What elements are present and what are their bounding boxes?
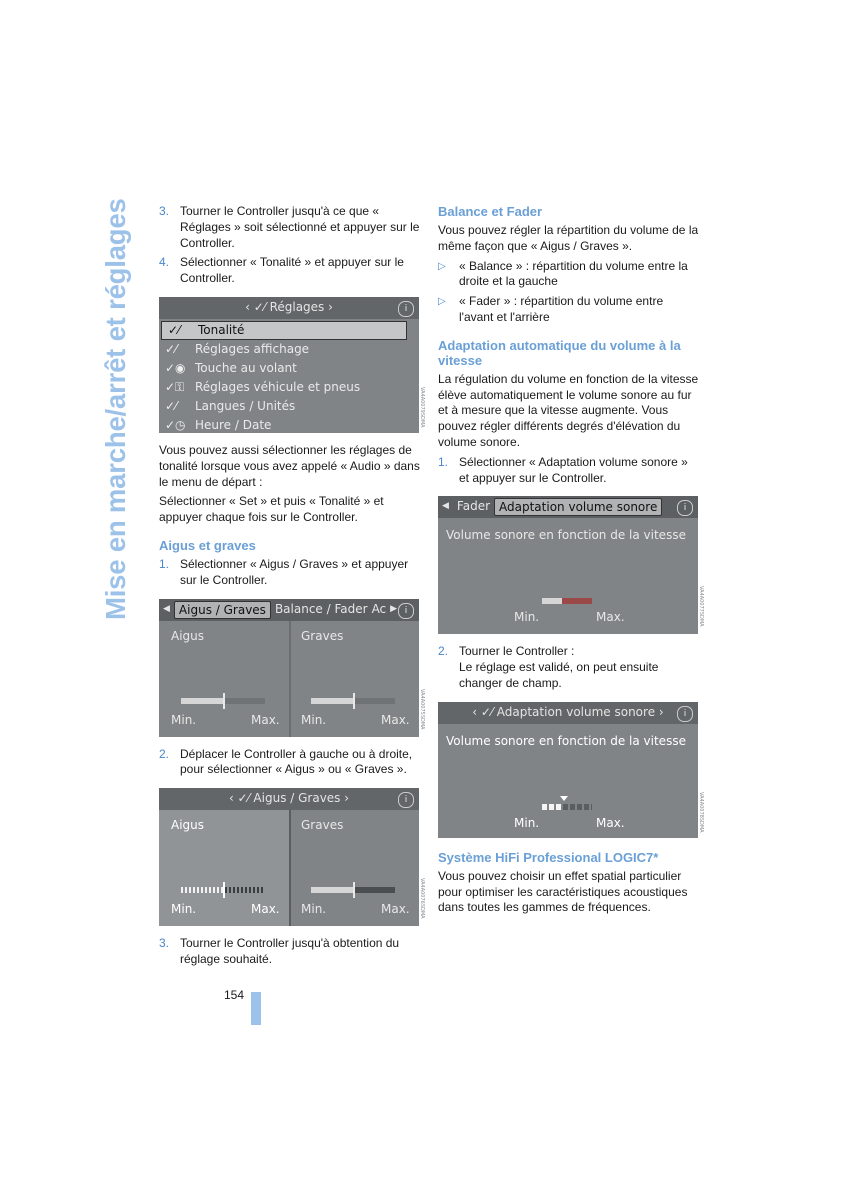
menu-item-label: Tonalité xyxy=(198,322,245,337)
tab-ac[interactable]: Ac xyxy=(371,601,387,616)
treble-bass-tab-screen xyxy=(159,599,425,737)
screen-header xyxy=(159,297,419,319)
bass-slider-fill xyxy=(311,887,353,893)
step-1 xyxy=(159,557,421,589)
step-number: 2. xyxy=(438,644,449,659)
treble-slider-knob[interactable] xyxy=(223,882,225,898)
step-2 xyxy=(159,747,421,779)
treble-bass-screen xyxy=(159,788,425,926)
volume-adaptation-fill xyxy=(542,598,562,604)
bass-slider-knob[interactable] xyxy=(353,882,355,898)
settings-menu-screen xyxy=(159,297,425,433)
step-4 xyxy=(159,255,421,287)
menu-item-time-date[interactable] xyxy=(159,416,419,435)
menu-item-label: Heure / Date xyxy=(195,417,272,432)
paragraph: Sélectionner « Set » et puis « Tonalité » et appuyer chaque fois sur le Controller. xyxy=(159,494,384,525)
step-1 xyxy=(438,455,700,487)
section-side-title: Mise en marche/arrêt et réglages xyxy=(100,198,131,620)
step-number: 3. xyxy=(159,204,170,218)
bass-label: Graves xyxy=(301,818,344,833)
section-heading-balance-fader: Balance et Fader xyxy=(438,204,543,219)
menu-item-label: Réglages affichage xyxy=(195,341,310,356)
left-column xyxy=(159,204,425,972)
info-icon[interactable]: i xyxy=(398,792,414,808)
menu-item-label: Touche au volant xyxy=(195,360,297,375)
right-column xyxy=(438,204,704,920)
max-label: Max. xyxy=(596,815,625,830)
step-number: 1. xyxy=(159,556,170,571)
screen-header xyxy=(438,702,698,724)
panel-divider xyxy=(289,810,291,926)
panel-divider xyxy=(289,621,291,737)
step-text: Tourner le Controller : Le réglage est validé, on peut ensuite changer de champ. xyxy=(459,644,659,690)
step-text: Déplacer le Controller à gauche ou à droite, pour sélectionner « Aigus » ou « Graves ». xyxy=(180,746,413,777)
menu-item-label: Réglages véhicule et pneus xyxy=(195,379,361,394)
volume-adaptation-tab-screen xyxy=(438,496,704,634)
step-number: 3. xyxy=(159,936,170,951)
step-text: Tourner le Controller jusqu'à ce que « Réglages » soit sélectionné et appuyer sur le Controller. xyxy=(180,204,420,250)
page-marker-bar xyxy=(251,992,261,1025)
info-icon[interactable]: i xyxy=(677,500,693,516)
image-code: VA4A0076SDMA xyxy=(419,878,425,919)
display-icon: ✓⁄ xyxy=(165,341,178,356)
min-label: Min. xyxy=(514,815,540,830)
tab-balance-fader[interactable]: Balance / Fader xyxy=(274,601,368,616)
volume-adaptation-fill xyxy=(542,804,562,810)
header-title: ‹ ✓⁄ Aigus / Graves › xyxy=(228,791,350,806)
step-text: Sélectionner « Tonalité » et appuyer sur le Controller. xyxy=(180,255,404,286)
volume-adaptation-screen xyxy=(438,702,704,838)
info-icon[interactable]: i xyxy=(398,603,414,619)
screen-header xyxy=(159,788,419,810)
step-3 xyxy=(159,204,421,251)
menu-item-display-settings[interactable] xyxy=(159,340,419,359)
treble-slider-knob[interactable] xyxy=(223,693,225,709)
treble-slider-fill xyxy=(181,887,223,893)
steering-wheel-icon: ✓◉ xyxy=(165,360,186,375)
max-label: Max. xyxy=(251,902,280,917)
tab-aigus-graves[interactable]: Aigus / Graves xyxy=(174,601,271,619)
paragraph: Vous pouvez aussi sélectionner les réglages de tonalité lorsque vous avez appelé « Audio » dans le menu de départ : xyxy=(159,442,420,489)
volume-adaptation-slider[interactable] xyxy=(542,804,592,810)
menu-item-tonalite[interactable] xyxy=(161,321,407,340)
pointer-triangle-icon xyxy=(560,796,568,801)
header-title: ‹ ✓⁄ Réglages › xyxy=(245,300,333,315)
tone-icon: ✓⁄ xyxy=(168,322,181,337)
tab-fader[interactable]: Fader xyxy=(456,499,491,514)
info-icon[interactable]: i xyxy=(398,301,414,317)
clock-icon: ✓◷ xyxy=(165,417,186,432)
step-number: 4. xyxy=(159,255,170,270)
treble-label: Aigus xyxy=(171,628,205,643)
tab-volume-adaptation[interactable]: Adaptation volume sonore xyxy=(494,498,662,516)
step-3b xyxy=(159,936,421,968)
min-label: Min. xyxy=(171,712,197,727)
min-label: Min. xyxy=(171,902,197,917)
volume-speed-label: Volume sonore en fonction de la vitesse xyxy=(446,733,686,748)
bullet-triangle-icon: ▷ xyxy=(438,260,446,272)
header-title: ‹ ✓⁄ Adaptation volume sonore › xyxy=(472,704,664,719)
image-code: VA4A0079SDMA xyxy=(419,386,425,428)
image-code: VA4A0075SDMA xyxy=(419,688,425,730)
bullet-item xyxy=(438,259,700,291)
image-code: VA4A0078SDMA xyxy=(698,791,704,833)
bass-label: Graves xyxy=(301,628,344,643)
step-number: 2. xyxy=(159,746,170,761)
paragraph: Vous pouvez régler la répartition du volume de la même façon que « Aigus / Graves ». xyxy=(438,223,699,253)
min-label: Min. xyxy=(301,902,327,917)
info-icon[interactable]: i xyxy=(677,706,693,722)
volume-speed-label: Volume sonore en fonction de la vitesse xyxy=(446,528,686,543)
min-label: Min. xyxy=(301,712,327,727)
volume-adaptation-slider[interactable] xyxy=(542,598,592,604)
paragraph: La régulation du volume en fonction de la vitesse élève automatiquement le volume sonore au fur et à mesure que la vitesse augmente. Vous pouvez régler différents degrés d'élévation du volume sonore. xyxy=(438,371,699,449)
min-label: Min. xyxy=(514,610,540,625)
menu-item-steering-button[interactable] xyxy=(159,359,419,378)
page-number: 154 xyxy=(224,988,245,1002)
bass-slider-fill xyxy=(311,698,353,704)
image-code: VA4A0077SDMA xyxy=(698,586,704,627)
section-heading-aigus-graves: Aigus et graves xyxy=(159,537,256,553)
bullet-triangle-icon: ▷ xyxy=(438,296,446,308)
treble-slider-fill xyxy=(181,698,223,704)
step-2 xyxy=(438,644,700,691)
tab-left-arrow-icon[interactable]: ◀ xyxy=(163,603,170,614)
bass-slider-knob[interactable] xyxy=(353,693,355,709)
step-text: Sélectionner « Aigus / Graves » et appuyer sur le Controller. xyxy=(180,556,409,587)
bullet-text: « Fader » : répartition du volume entre l'avant et l'arrière xyxy=(459,294,664,324)
language-icon: ✓⁄ xyxy=(165,398,178,413)
step-text: Tourner le Controller jusqu'à obtention du réglage souhaité. xyxy=(180,936,400,966)
treble-label: Aigus xyxy=(171,818,205,833)
tab-bar xyxy=(159,599,419,621)
bullet-text: « Balance » : répartition du volume entre la droite et la gauche xyxy=(459,258,688,289)
max-label: Max. xyxy=(381,902,410,917)
menu-item-label: Langues / Unités xyxy=(195,398,296,413)
tab-bar xyxy=(438,496,698,518)
max-label: Max. xyxy=(381,712,410,727)
max-label: Max. xyxy=(251,712,280,727)
section-heading-adaptation: Adaptation automatique du volume à la vitesse xyxy=(438,337,681,368)
section-heading-hifi: Système HiFi Professional LOGIC7* xyxy=(438,849,659,865)
tab-right-arrow-icon[interactable]: ▶ xyxy=(390,603,398,614)
car-icon: ✓⚿ xyxy=(165,379,185,394)
paragraph: Vous pouvez choisir un effet spatial particulier pour optimiser les caractéristiques acoustiques dans toutes les gammes de fréquences. xyxy=(438,868,688,915)
menu-item-languages-units[interactable] xyxy=(159,397,419,416)
bullet-item xyxy=(438,294,700,326)
menu-item-vehicle-tyres[interactable] xyxy=(159,378,419,397)
max-label: Max. xyxy=(596,610,625,625)
tab-left-arrow-icon[interactable]: ◀ xyxy=(442,501,449,512)
step-number: 1. xyxy=(438,454,449,469)
step-text: Sélectionner « Adaptation volume sonore » et appuyer sur le Controller. xyxy=(459,454,688,485)
